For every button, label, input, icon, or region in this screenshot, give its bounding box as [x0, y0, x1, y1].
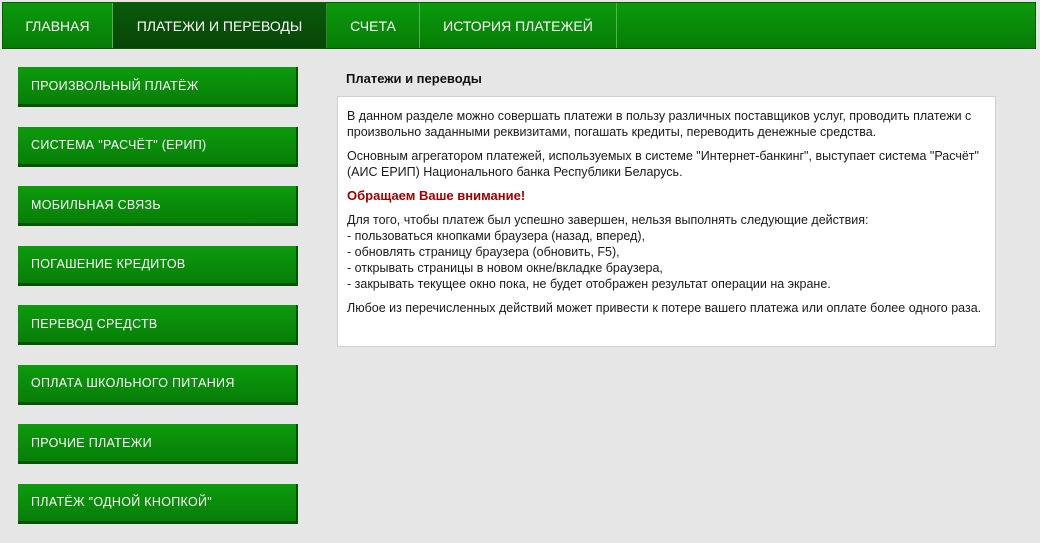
- rules-intro: Для того, чтобы платеж был успешно завершен, нельзя выполнять следующие действия:: [347, 213, 869, 227]
- warning-heading: Обращаем Ваше внимание!: [347, 188, 526, 203]
- intro-paragraph: В данном разделе можно совершать платежи в пользу различных поставщиков услуг, проводить платежи с произвольно заданными реквизитами, погашать кредиты, переводить денежные средства.: [347, 109, 972, 139]
- top-navigation: [2, 2, 1036, 49]
- sidebar-item-loan-repayment[interactable]: ПОГАШЕНИЕ КРЕДИТОВ: [18, 246, 298, 286]
- rule-item: - закрывать текущее окно пока, не будет отображен результат операции на экране.: [347, 277, 831, 291]
- sidebar-item-erip-system[interactable]: СИСТЕМА "РАСЧЁТ" (ЕРИП): [18, 127, 298, 167]
- tab-payments-transfers[interactable]: ПЛАТЕЖИ И ПЕРЕВОДЫ: [113, 3, 327, 48]
- sidebar-item-money-transfer[interactable]: ПЕРЕВОД СРЕДСТВ: [18, 305, 298, 345]
- sidebar-item-school-meals[interactable]: ОПЛАТА ШКОЛЬНОГО ПИТАНИЯ: [18, 365, 298, 405]
- page-title: Платежи и переводы: [346, 71, 482, 86]
- rule-item: - пользоваться кнопками браузера (назад, вперед),: [347, 229, 645, 243]
- sidebar-menu: [18, 67, 298, 543]
- tab-main[interactable]: ГЛАВНАЯ: [3, 3, 113, 48]
- sidebar-item-other-payments[interactable]: ПРОЧИЕ ПЛАТЕЖИ: [18, 424, 298, 464]
- info-panel: [337, 96, 996, 347]
- rule-item: - обновлять страницу браузера (обновить, F5),: [347, 245, 620, 259]
- tab-payment-history[interactable]: ИСТОРИЯ ПЛАТЕЖЕЙ: [420, 3, 617, 48]
- rules-block: [347, 212, 985, 292]
- tab-accounts[interactable]: СЧЕТА: [327, 3, 420, 48]
- consequence-paragraph: Любое из перечисленных действий может привести к потере вашего платежа или оплате более одного раза.: [347, 301, 982, 315]
- aggregator-paragraph: Основным агрегатором платежей, используемых в системе "Интернет-банкинг", выступает система "Расчёт" (АИС ЕРИП) Национального банка Республики Беларусь.: [347, 149, 979, 179]
- rule-item: - открывать страницы в новом окне/вкладке браузера,: [347, 261, 663, 275]
- sidebar-item-arbitrary-payment[interactable]: ПРОИЗВОЛЬНЫЙ ПЛАТЁЖ: [18, 67, 298, 107]
- sidebar-item-mobile[interactable]: МОБИЛЬНАЯ СВЯЗЬ: [18, 186, 298, 226]
- sidebar-item-one-click-payment[interactable]: ПЛАТЁЖ "ОДНОЙ КНОПКОЙ": [18, 484, 298, 524]
